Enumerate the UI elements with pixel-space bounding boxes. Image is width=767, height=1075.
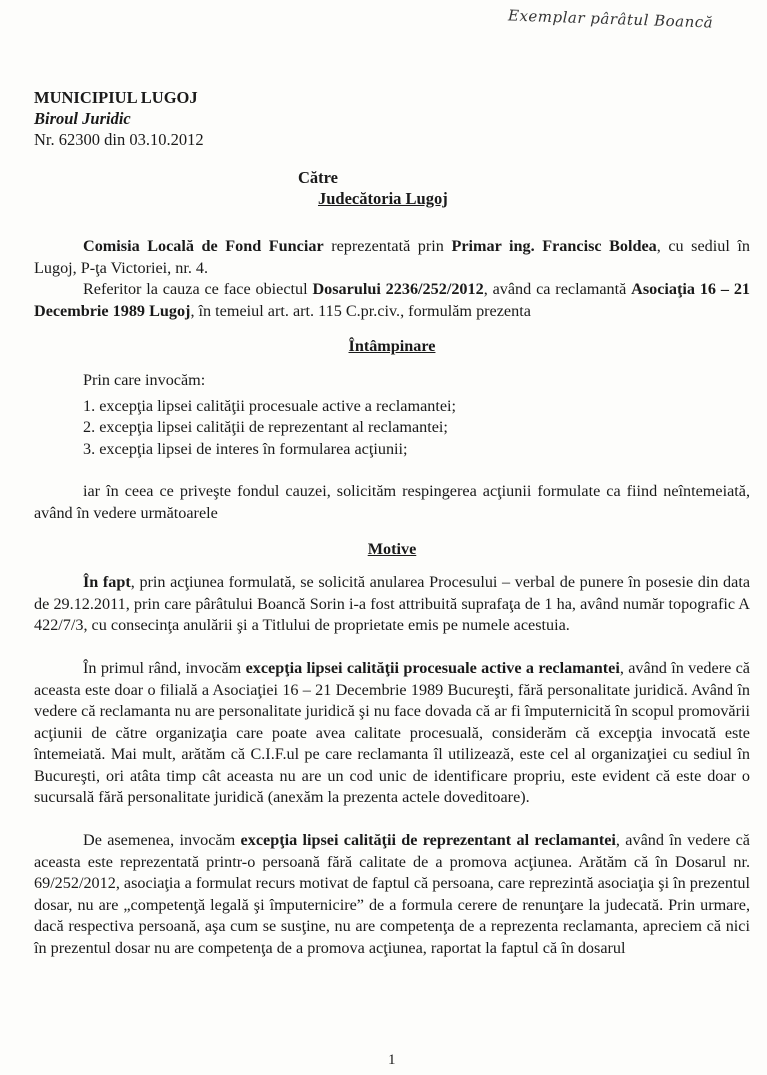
- mayor-name: Primar ing. Francisc Boldea: [451, 237, 657, 255]
- invocation-lead: Prin care invocăm:: [83, 370, 206, 389]
- facts-label: În fapt: [83, 573, 131, 592]
- list-item: 3. excepţia lipsei de interes în formularea acţiunii;: [83, 439, 408, 458]
- intro-paragraph-1: [34, 236, 750, 279]
- page-number: 1: [388, 1052, 396, 1068]
- reference-number: Nr. 62300 din 03.10.2012: [34, 130, 204, 149]
- exception-title: excepţia lipsei calităţii procesuale active a reclamantei: [245, 658, 620, 677]
- plaintiff-name: Asociaţia 16 – 21 Decembrie 1989 Lugoj: [34, 280, 751, 320]
- handwritten-annotation: Exemplar pârâtul Boancă: [507, 6, 714, 32]
- text-run: , având în vedere că aceasta este doar o filială a Asociaţiei 16 – 21 Decembrie 1989 Bucureşti, fără personalitate juridică. Având în vedere că reclamanta nu are personalitate juridică şi nu face dovada că ar fi împuternicită în scopul promovării acţiunii de către organizaţia care poate avea calitate procesuală, considerăm că excepţia invocată este întemeiată. Mai mult, arătăm că C.I.F.ul pe care reclamanta îl utilizează, este cel al organizaţiei cu sediul în Bucureşti, ori atâta timp cât aceasta nu are un cod unic de identificare propriu, este evident că este doar o sucursală fără personalitate juridică (anexăm la prezenta actele doveditoare).: [34, 658, 750, 807]
- intro-paragraph-2: [34, 279, 750, 322]
- recipient-court: Judecătoria Lugoj: [318, 189, 448, 208]
- text-run: , în temeiul art. art. 115 C.pr.civ., formulăm prezenta: [190, 301, 531, 320]
- response-title: Întâmpinare: [348, 337, 436, 356]
- text-run: , având în vedere că aceasta este reprezentată printr-o persoană fără calitate de a promova acţiunea. Arătăm că în Dosarul nr. 69/252/2012, asociaţia a formulat recurs motivat de faptul că persoana, care reprezintă asociaţia şi în prezentul dosar, nu are „competenţă legală şi împuternicire” de a formula cerere de renunţare la judecată. Prin urmare, dacă respectiva persoană, aşa cum se susţine, nu are competenţa de a reprezenta reclamanta, apreciem că nici în prezentul dosar nu are competenţa de a promova acţiunea, raportat la faptul că în dosarul: [34, 831, 750, 958]
- merits-paragraph: iar în ceea ce priveşte fondul cauzei, solicităm respingerea acţiunii formulate ca fiind neîntemeiată, având în vedere următoarele: [34, 482, 750, 522]
- recipient-label: Către: [298, 168, 339, 187]
- text-run: reprezentată prin: [323, 237, 452, 255]
- document-body: [34, 236, 750, 960]
- institution-name: MUNICIPIUL LUGOJ: [34, 88, 198, 107]
- text-run: De asemenea, invocăm: [83, 831, 241, 850]
- text-run: În primul rând, invocăm: [83, 658, 246, 677]
- exceptions-list: [83, 396, 750, 461]
- office-name: Biroul Juridic: [34, 109, 131, 128]
- facts-paragraph: [34, 572, 750, 637]
- list-item: 2. excepţia lipsei calităţii de reprezentant al reclamantei;: [83, 418, 448, 437]
- case-number: Dosarului 2236/252/2012: [312, 280, 484, 299]
- exception-title: excepţia lipsei calităţii de reprezentant al reclamantei: [240, 831, 616, 850]
- text-run: Referitor la cauza ce face obiectul: [83, 280, 313, 299]
- second-exception-paragraph: [34, 830, 750, 960]
- commission-name: Comisia Locală de Fond Funciar: [83, 237, 324, 255]
- text-run: , prin acţiunea formulată, se solicită anularea Procesului – verbal de punere în posesie din data de 29.12.2011, prin care pârâtului Boancă Sorin i-a fost attribuită suprafaţa de 1 ha, având număr topografic A 422/7/3, cu consecinţa anulării şi a Titlului de proprietate emis pe numele acestuia.: [34, 573, 751, 635]
- document-header: [34, 87, 204, 150]
- reasons-title: Motive: [367, 539, 417, 558]
- text-run: , având ca reclamantă: [483, 280, 632, 299]
- first-exception-paragraph: [34, 658, 750, 809]
- list-item: 1. excepţia lipsei calităţii procesuale active a reclamantei;: [83, 396, 457, 415]
- text-run: , cu sediul în Lugoj, P-ţa Victoriei, nr. 4.: [34, 237, 750, 277]
